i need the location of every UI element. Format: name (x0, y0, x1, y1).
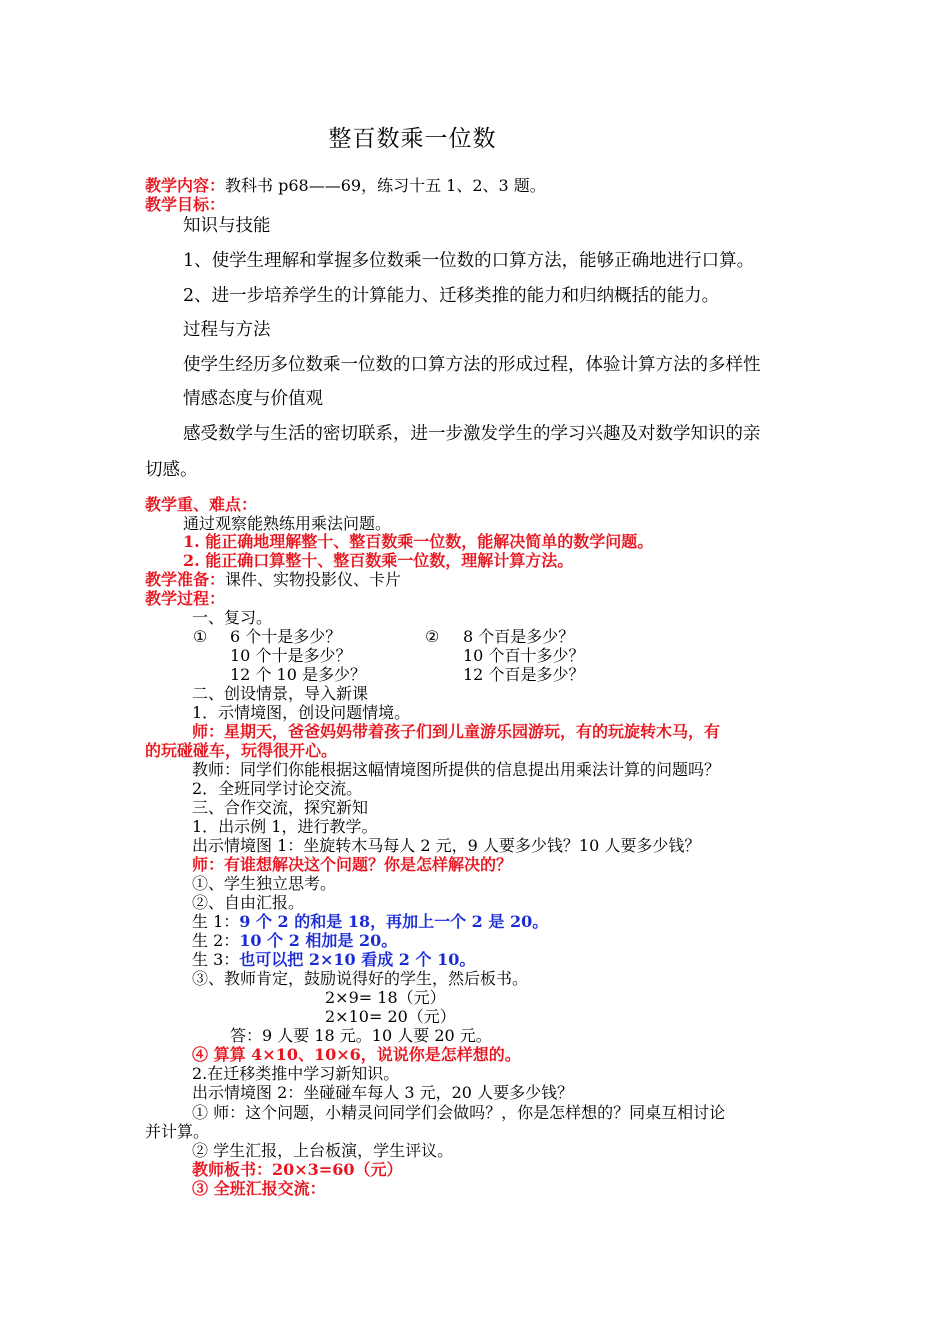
goals-label: 教学目标： (145, 195, 226, 214)
goal-e1-cont: 切感。 (145, 460, 198, 480)
question-1: ① 师：这个问题，小精灵问同学们会做吗？，你是怎样想的？同桌互相讨论 (192, 1103, 726, 1122)
prep-label: 教学准备： (145, 570, 226, 589)
review-b-mark: ② (425, 627, 440, 646)
section-3-board: ③、教师肯定，鼓励说得好的学生，然后板书。 (192, 969, 529, 988)
emotion-heading: 情感态度与价值观 (183, 389, 323, 409)
student-2 (192, 931, 397, 951)
student-1-answer: 9 个 2 的和是 18，再加上一个 2 是 20。 (239, 912, 549, 931)
review-a-mark: ① (193, 627, 208, 646)
knowledge-heading: 知识与技能 (183, 216, 271, 236)
review-a2: 10 个十是多少？ (230, 646, 352, 665)
prep-line (145, 570, 401, 590)
section-3-step2: 2.在迁移类推中学习新知识。 (192, 1064, 400, 1083)
equation-2: 2×10= 20（元） (325, 1007, 456, 1026)
page-title: 整百数乘一位数 (328, 126, 497, 152)
section-3-think: ①、学生独立思考。 (192, 874, 337, 893)
review-heading: 一、复习。 (192, 608, 273, 627)
section-2-step1: 1．示情境图，创设问题情境。 (192, 703, 411, 722)
section-3-step1: 1．出示例 1，进行教学。 (192, 817, 378, 836)
student-3 (192, 950, 475, 970)
student-3-label: 生 3： (192, 950, 240, 969)
review-b2: 10 个百十多少？ (463, 646, 585, 665)
section-2-heading: 二、创设情景，导入新课 (192, 684, 369, 703)
process-heading: 过程与方法 (183, 320, 271, 340)
student-2-answer: 10 个 2 相加是 20。 (239, 931, 398, 950)
review-b3: 12 个百是多少？ (463, 665, 585, 684)
keypoint-0: 通过观察能熟练用乘法问题。 (183, 514, 392, 533)
content-text: 教科书 p68——69，练习十五 1、2、3 题。 (225, 176, 546, 195)
section-2-step2: 2．全班同学讨论交流。 (192, 779, 363, 798)
section-2-teacher-2: 的玩碰碰车，玩得很开心。 (145, 741, 338, 760)
review-a3: 12 个 10 是多少？ (230, 665, 366, 684)
goal-p1: 使学生经历多位数乘一位数的口算方法的形成过程，体验计算方法的多样性 (183, 355, 761, 375)
review-a1: 6 个十是多少？ (230, 627, 342, 646)
teacher-board: 教师板书：20×3=60（元） (192, 1160, 403, 1179)
keypoint-2: 2. 能正确口算整十、整百数乘一位数，理解计算方法。 (183, 551, 574, 570)
goal-k2: 2、进一步培养学生的计算能力、迁移类推的能力和归纳概括的能力。 (183, 286, 720, 306)
section-3-calc: ④ 算算 4×10、10×6，说说你是怎样想的。 (192, 1045, 521, 1064)
student-2-label: 生 2： (192, 931, 240, 950)
keypoint-1: 1. 能正确地理解整十、整百数乘一位数，能解决简单的数学问题。 (183, 532, 654, 551)
section-3-show2: 出示情境图 2：坐碰碰车每人 3 元，20 人要多少钱？ (192, 1083, 574, 1102)
answer-line: 答：9 人要 18 元。10 人要 20 元。 (230, 1026, 492, 1045)
student-1 (192, 912, 548, 932)
question-3: ③ 全班汇报交流： (192, 1179, 326, 1198)
section-2-teacher-1: 师：星期天，爸爸妈妈带着孩子们到儿童游乐园游玩，有的玩旋转木马，有 (192, 722, 721, 741)
content-line (145, 176, 546, 196)
student-1-label: 生 1： (192, 912, 240, 931)
question-1-cont: 并计算。 (145, 1122, 210, 1141)
process-label: 教学过程： (145, 589, 226, 608)
section-2-question: 教师：同学们你能根据这幅情境图所提供的信息提出用乘法计算的问题吗？ (192, 760, 721, 779)
question-2: ② 学生汇报，上台板演，学生评议。 (192, 1141, 454, 1160)
section-3-report: ②、自由汇报。 (192, 893, 305, 912)
goal-k1: 1、使学生理解和掌握多位数乘一位数的口算方法，能够正确地进行口算。 (183, 251, 755, 271)
section-3-heading: 三、合作交流，探究新知 (192, 798, 369, 817)
section-3-teacher: 师：有谁想解决这个问题？你是怎样解决的？ (192, 855, 513, 874)
prep-text: 课件、实物投影仪、卡片 (225, 570, 402, 589)
equation-1: 2×9= 18（元） (325, 988, 446, 1007)
content-label: 教学内容： (145, 176, 226, 195)
goal-e1: 感受数学与生活的密切联系，进一步激发学生的学习兴趣及对数学知识的亲 (183, 424, 761, 444)
keypoints-label: 教学重、难点： (145, 495, 258, 514)
section-3-show1: 出示情境图 1：坐旋转木马每人 2 元，9 人要多少钱？10 人要多少钱？ (192, 836, 701, 855)
student-3-answer: 也可以把 2×10 看成 2 个 10。 (239, 950, 476, 969)
review-b1: 8 个百是多少？ (463, 627, 575, 646)
